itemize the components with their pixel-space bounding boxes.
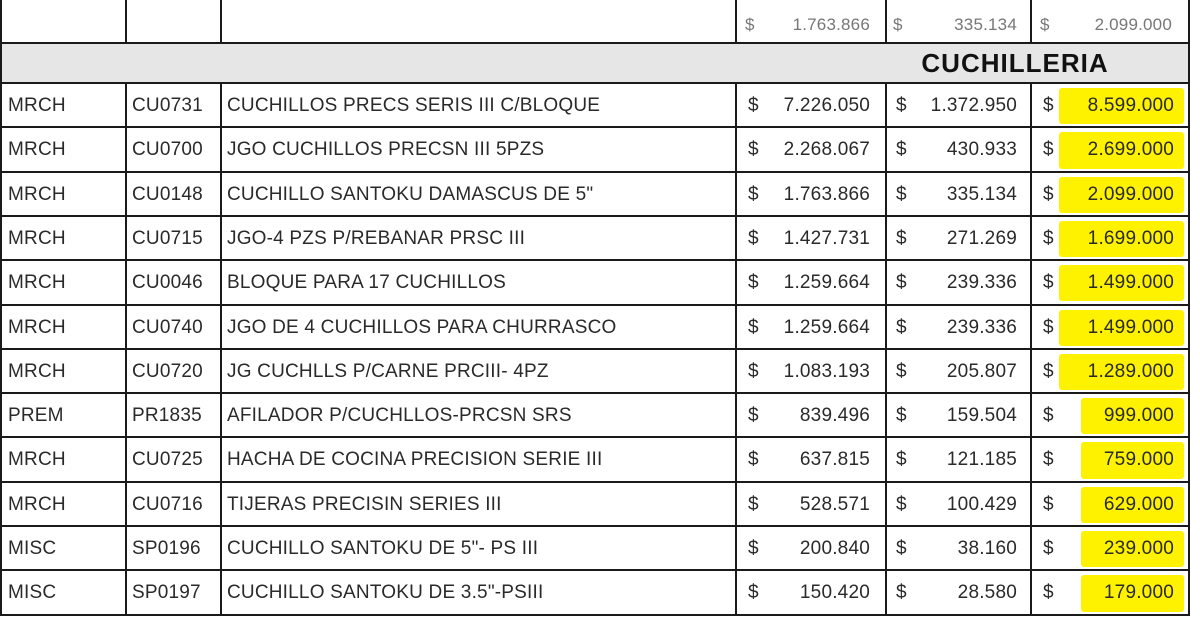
cell-brand: PREM — [8, 405, 64, 427]
cell-price3: 1.499.000 — [1087, 316, 1174, 338]
cell-cur2: $ — [896, 139, 907, 161]
cell-price3: 629.000 — [1103, 493, 1174, 515]
cell-cur1: $ — [748, 449, 759, 471]
cell-price1: 200.840 — [799, 538, 870, 559]
cell-price1: 7.226.050 — [783, 95, 870, 116]
cell-brand: MRCH — [8, 316, 66, 338]
row-divider — [0, 42, 1190, 44]
cell-code: CU0716 — [132, 493, 203, 515]
row-divider — [0, 614, 1190, 616]
cell-price1: 839.496 — [799, 405, 870, 427]
cell-description: TIJERAS PRECISIN SERIES III — [227, 493, 502, 515]
cell-cur1: $ — [748, 227, 759, 249]
cell-cur2: $ — [896, 227, 907, 249]
row-divider — [0, 392, 1190, 394]
cell-cur3: $ — [1043, 139, 1054, 161]
cell-cur3: $ — [1043, 360, 1054, 382]
cell-cur2: $ — [896, 493, 907, 515]
cell-price1: 1.259.664 — [783, 316, 870, 338]
cell-price2: 121.185 — [946, 449, 1017, 471]
column-divider — [735, 0, 737, 42]
cell-price2: 100.429 — [946, 493, 1017, 515]
cell-code: CU0725 — [132, 449, 203, 471]
cell-price2: 205.807 — [946, 360, 1017, 382]
cell-code: CU0148 — [132, 183, 203, 205]
top-row-value-1: 1.763.866 — [792, 15, 870, 34]
cell-price2: 38.160 — [957, 538, 1017, 559]
cell-brand: MRCH — [8, 183, 66, 205]
cell-code: PR1835 — [132, 405, 202, 427]
row-divider — [0, 569, 1190, 571]
cell-cur3: $ — [1043, 449, 1054, 471]
cell-price2: 239.336 — [946, 272, 1017, 294]
top-row-currency-3: $ — [1040, 15, 1050, 34]
column-divider — [125, 0, 127, 42]
row-divider — [0, 481, 1190, 483]
cell-cur1: $ — [748, 316, 759, 338]
cell-description: CUCHILLO SANTOKU DE 3.5"-PSIII — [227, 582, 544, 604]
cell-description: CUCHILLO SANTOKU DAMASCUS DE 5" — [227, 183, 594, 205]
cell-cur3: $ — [1043, 538, 1054, 559]
cell-price3: 179.000 — [1103, 582, 1174, 604]
cell-price1: 1.427.731 — [783, 227, 870, 249]
column-divider — [220, 82, 222, 616]
cell-code: CU0731 — [132, 95, 203, 116]
cell-price1: 2.268.067 — [783, 139, 870, 161]
cell-description: JGO DE 4 CUCHILLOS PARA CHURRASCO — [227, 316, 617, 338]
cell-brand: MISC — [8, 582, 57, 604]
cell-price3: 1.699.000 — [1087, 227, 1174, 249]
cell-brand: MRCH — [8, 449, 66, 471]
cell-price1: 150.420 — [799, 582, 870, 604]
row-divider — [0, 171, 1190, 173]
cell-description: JG CUCHLLS P/CARNE PRCIII- 4PZ — [227, 360, 549, 382]
column-divider — [1030, 82, 1032, 616]
cell-price3: 999.000 — [1103, 405, 1174, 427]
top-row-value-3: 2.099.000 — [1094, 15, 1172, 34]
cell-price2: 271.269 — [946, 227, 1017, 249]
cell-cur1: $ — [748, 139, 759, 161]
cell-cur2: $ — [896, 538, 907, 559]
cell-cur1: $ — [748, 272, 759, 294]
cell-price1: 528.571 — [799, 493, 870, 515]
cell-code: SP0197 — [132, 582, 201, 604]
cell-cur3: $ — [1043, 272, 1054, 294]
cell-description: CUCHILLO SANTOKU DE 5"- PS III — [227, 538, 539, 559]
row-divider — [0, 348, 1190, 350]
cell-cur3: $ — [1043, 227, 1054, 249]
row-divider — [0, 82, 1190, 84]
cell-code: CU0715 — [132, 227, 203, 249]
cell-description: JGO CUCHILLOS PRECSN III 5PZS — [227, 139, 545, 161]
row-divider — [0, 525, 1190, 527]
cell-price3: 2.699.000 — [1087, 139, 1174, 161]
cell-price2: 159.504 — [946, 405, 1017, 427]
cell-brand: MRCH — [8, 360, 66, 382]
cell-cur2: $ — [896, 449, 907, 471]
cell-price2: 335.134 — [946, 183, 1017, 205]
cell-description: CUCHILLOS PRECS SERIS III C/BLOQUE — [227, 95, 601, 116]
cell-cur1: $ — [748, 538, 759, 559]
cell-price1: 1.083.193 — [783, 360, 870, 382]
column-divider — [885, 0, 887, 42]
column-divider — [735, 82, 737, 616]
row-divider — [0, 215, 1190, 217]
column-divider — [1188, 0, 1190, 616]
cell-cur1: $ — [748, 360, 759, 382]
cell-brand: MISC — [8, 538, 57, 559]
cell-cur1: $ — [748, 493, 759, 515]
section-title: CUCHILLERIA — [921, 48, 1109, 78]
cell-description: BLOQUE PARA 17 CUCHILLOS — [227, 272, 506, 294]
cell-cur2: $ — [896, 95, 907, 116]
cell-price1: 1.763.866 — [783, 183, 870, 205]
cell-description: HACHA DE COCINA PRECISION SERIE III — [227, 449, 603, 471]
cell-cur3: $ — [1043, 316, 1054, 338]
cell-code: SP0196 — [132, 538, 201, 559]
cell-price2: 239.336 — [946, 316, 1017, 338]
cell-brand: MRCH — [8, 227, 66, 249]
cell-cur1: $ — [748, 405, 759, 427]
cell-price1: 637.815 — [799, 449, 870, 471]
row-divider — [0, 259, 1190, 261]
cell-cur2: $ — [896, 582, 907, 604]
top-row-currency-1: $ — [745, 15, 755, 34]
column-divider — [0, 0, 2, 616]
cell-price2: 28.580 — [957, 582, 1017, 604]
cell-brand: MRCH — [8, 139, 66, 161]
cell-cur3: $ — [1043, 493, 1054, 515]
cell-code: CU0700 — [132, 139, 203, 161]
cell-cur2: $ — [896, 272, 907, 294]
cell-price3: 759.000 — [1103, 449, 1174, 471]
cell-cur3: $ — [1043, 582, 1054, 604]
cell-code: CU0720 — [132, 360, 203, 382]
row-divider — [0, 304, 1190, 306]
cell-description: JGO-4 PZS P/REBANAR PRSC III — [227, 227, 526, 249]
cell-price3: 1.499.000 — [1087, 272, 1174, 294]
cell-price3: 2.099.000 — [1087, 183, 1174, 205]
column-divider — [885, 82, 887, 616]
cell-cur1: $ — [748, 95, 759, 116]
cell-cur2: $ — [896, 316, 907, 338]
cell-brand: MRCH — [8, 493, 66, 515]
cell-brand: MRCH — [8, 272, 66, 294]
cell-cur3: $ — [1043, 95, 1054, 116]
row-divider — [0, 436, 1190, 438]
cell-price1: 1.259.664 — [783, 272, 870, 294]
cell-description: AFILADOR P/CUCHLLOS-PRCSN SRS — [227, 405, 572, 427]
cell-price3: 239.000 — [1103, 538, 1174, 559]
top-row-currency-2: $ — [893, 15, 903, 34]
top-row-value-2: 335.134 — [954, 15, 1017, 34]
cell-cur2: $ — [896, 360, 907, 382]
cell-cur1: $ — [748, 183, 759, 205]
cell-code: CU0046 — [132, 272, 203, 294]
cell-code: CU0740 — [132, 316, 203, 338]
column-divider — [220, 0, 222, 42]
cell-cur1: $ — [748, 582, 759, 604]
column-divider — [1030, 0, 1032, 42]
cell-price3: 1.289.000 — [1087, 360, 1174, 382]
cell-brand: MRCH — [8, 95, 66, 116]
cell-cur2: $ — [896, 183, 907, 205]
cell-cur3: $ — [1043, 183, 1054, 205]
cell-price2: 430.933 — [946, 139, 1017, 161]
row-divider — [0, 126, 1190, 128]
cell-price3: 8.599.000 — [1087, 95, 1174, 116]
cell-price2: 1.372.950 — [930, 95, 1017, 116]
cell-cur3: $ — [1043, 405, 1054, 427]
cell-cur2: $ — [896, 405, 907, 427]
column-divider — [125, 82, 127, 616]
